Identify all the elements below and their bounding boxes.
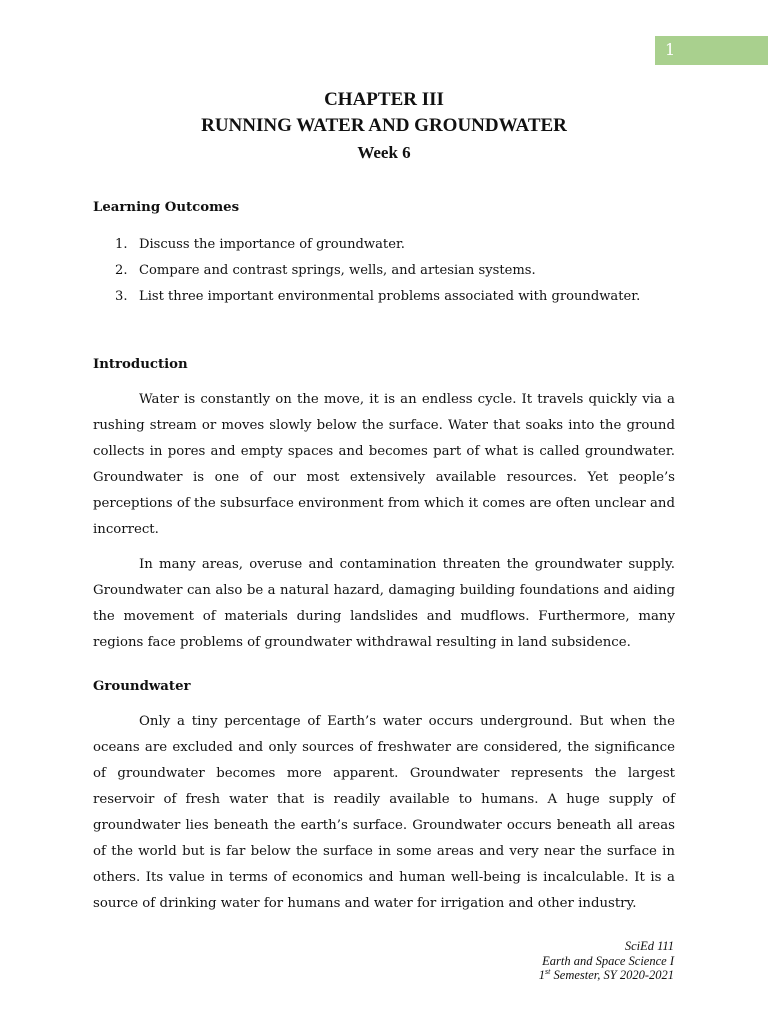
week-label: Week 6 (357, 143, 411, 162)
learning-outcomes-heading: Learning Outcomes (93, 200, 240, 215)
learning-outcomes-list (93, 232, 683, 310)
list-item-text: Discuss the importance of groundwater. (139, 237, 405, 252)
footer-semester-text: Semester, SY 2020-2021 (550, 968, 674, 982)
list-item (93, 258, 683, 284)
title-block (0, 88, 768, 166)
footer-course-title: Earth and Space Science I (542, 953, 674, 968)
list-item-number: 2. (115, 263, 128, 278)
list-item-number: 3. (115, 289, 128, 304)
page-number: 1 (665, 40, 676, 59)
page-number-box (655, 36, 768, 65)
introduction-heading: Introduction (93, 357, 188, 372)
introduction-paragraph-2: In many areas, overuse and contamination threaten the groundwater supply. Groundwater can also be a natural hazard, damaging building foundations and aiding the movement of materials during landslides and mudflows. Furthermore, many regions face problems of groundwater withdrawal resulting in land subsidence. (93, 557, 675, 650)
chapter-title: CHAPTER III (324, 89, 444, 110)
introduction-body (93, 387, 675, 656)
list-item-text: List three important environmental problems associated with groundwater. (139, 289, 641, 304)
chapter-subtitle: RUNNING WATER AND GROUNDWATER (201, 115, 567, 136)
groundwater-body (93, 709, 675, 917)
footer-semester (539, 968, 674, 983)
list-item-number: 1. (115, 237, 128, 252)
introduction-paragraph-1: Water is constantly on the move, it is an endless cycle. It travels quickly via a rushing stream or moves slowly below the surface. Water that soaks into the ground collects in pores and empty spaces and becomes part of what is called groundwater. Groundwater is one of our most extensively available resources. Yet people’s perceptions of the subsurface environment from which it comes are often unclear and incorrect. (93, 392, 675, 537)
footer-course-code: SciEd 111 (624, 939, 674, 953)
footer-semester-suffix: st (545, 966, 551, 976)
list-item-text: Compare and contrast springs, wells, and artesian systems. (139, 263, 536, 278)
list-item (93, 232, 683, 258)
list-item (93, 284, 683, 310)
groundwater-paragraph-1: Only a tiny percentage of Earth’s water occurs underground. But when the oceans are excluded and only sources of freshwater are considered, the significance of groundwater becomes more apparent. Groundwater represents the largest reservoir of fresh water that is readily available to humans. A huge supply of groundwater lies beneath the earth’s surface. Groundwater occurs beneath all areas of the world but is far below the surface in some areas and very near the surface in others. Its value in terms of economics and human well-being is incalculable. It is a source of drinking water for humans and water for irrigation and other industry. (93, 714, 675, 911)
groundwater-heading: Groundwater (93, 679, 191, 694)
footer-semester-number: 1 (538, 968, 546, 982)
page-footer (539, 939, 674, 983)
